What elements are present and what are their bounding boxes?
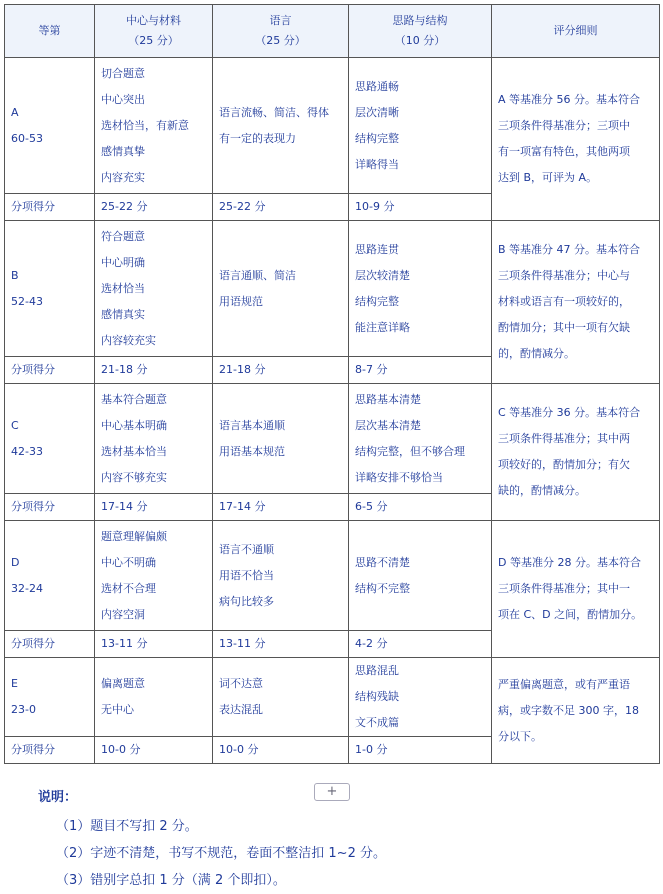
content-line: 选材基本恰当	[101, 444, 167, 458]
rules-line: 严重偏离题意，或有严重语	[498, 677, 630, 691]
structure-line: 结构残缺	[355, 690, 399, 703]
rules-line: D 等基准分 28 分。基本符合	[498, 556, 641, 569]
grade-row	[5, 58, 660, 194]
language-cell	[213, 58, 349, 194]
content-line: 切合题意	[101, 66, 145, 80]
structure-line: 层次较清楚	[355, 268, 410, 282]
structure-cell	[349, 221, 492, 357]
content-line: 符合题意	[101, 229, 145, 243]
grading-table	[4, 4, 660, 764]
content-line: 中心不明确	[101, 555, 156, 569]
rules-line: 缺的，酌情减分。	[498, 484, 586, 497]
language-line: 语言基本通顺	[219, 418, 285, 432]
language-line: 表达混乱	[219, 703, 263, 716]
subscore-content: 10-0 分	[95, 737, 213, 764]
rules-line: 三项条件得基准分；其中一	[498, 582, 630, 595]
notes-title: 说明：	[38, 790, 78, 805]
content-line: 偏离题意	[101, 677, 145, 690]
subscore-language: 10-0 分	[213, 737, 349, 764]
content-cell	[95, 384, 213, 494]
subscore-label: 分项得分	[5, 737, 95, 764]
rules-line: 三项条件得基准分；中心与	[498, 269, 630, 282]
structure-line: 能注意详略	[355, 320, 410, 334]
structure-line: 思路混乱	[355, 664, 399, 677]
content-cell	[95, 58, 213, 194]
note-item: （1）题目不写扣 2 分。	[56, 819, 198, 834]
header-structure-score: （10 分）	[394, 34, 446, 47]
grade-cell	[5, 384, 95, 494]
content-line: 内容不够充实	[101, 470, 167, 484]
structure-line: 结构完整	[355, 294, 399, 308]
structure-line: 层次清晰	[355, 105, 399, 119]
structure-line: 结构不完整	[355, 581, 410, 595]
grade-cell	[5, 58, 95, 194]
grade-letter: C	[11, 418, 19, 432]
content-line: 感情真挚	[101, 144, 145, 158]
language-line: 用语规范	[219, 294, 263, 308]
content-cell	[95, 521, 213, 631]
rules-cell	[492, 58, 660, 221]
structure-line: 思路不清楚	[355, 555, 410, 569]
language-line: 语言不通顺	[219, 542, 274, 556]
content-line: 内容空洞	[101, 607, 145, 621]
content-line: 内容充实	[101, 170, 145, 184]
subscore-language: 13-11 分	[213, 631, 349, 658]
grade-letter: D	[11, 555, 20, 569]
notes-section	[38, 786, 386, 894]
structure-line: 结构完整	[355, 131, 399, 145]
grade-range: 52-43	[11, 294, 43, 308]
language-cell	[213, 384, 349, 494]
subscore-label: 分项得分	[5, 631, 95, 658]
add-row-button[interactable]: +	[314, 783, 350, 801]
subscore-label: 分项得分	[5, 494, 95, 521]
content-cell	[95, 658, 213, 737]
rules-line: 有一项富有特色，其他两项	[498, 145, 630, 158]
header-language	[213, 5, 349, 58]
subscore-content: 25-22 分	[95, 194, 213, 221]
subscore-content: 13-11 分	[95, 631, 213, 658]
rules-line: 病，或字数不足 300 字，18	[498, 703, 639, 717]
rules-line: 达到 B，可评为 A。	[498, 171, 598, 184]
subscore-language: 21-18 分	[213, 357, 349, 384]
rules-line: 酌情加分；其中一项有欠缺	[498, 321, 630, 334]
structure-cell	[349, 384, 492, 494]
structure-line: 结构完整，但不够合理	[355, 444, 465, 458]
structure-line: 文不成篇	[355, 716, 399, 729]
subscore-structure: 4-2 分	[349, 631, 492, 658]
language-line: 用语不恰当	[219, 568, 274, 582]
grade-cell	[5, 221, 95, 357]
subscore-label: 分项得分	[5, 357, 95, 384]
content-line: 感情真实	[101, 307, 145, 321]
content-line: 选材恰当，有新意	[101, 118, 189, 132]
header-language-score: （25 分）	[255, 34, 306, 47]
subscore-content: 21-18 分	[95, 357, 213, 384]
rules-line: C 等基准分 36 分。基本符合	[498, 406, 641, 419]
language-line: 病句比较多	[219, 594, 274, 608]
subscore-language: 17-14 分	[213, 494, 349, 521]
rules-line: 分以下。	[498, 729, 542, 743]
grade-row	[5, 384, 660, 494]
header-content-title: 中心与材料	[126, 14, 181, 27]
grade-letter: E	[11, 677, 18, 690]
content-line: 无中心	[101, 703, 134, 716]
language-line: 有一定的表现力	[219, 131, 296, 145]
header-structure-title: 思路与结构	[392, 14, 448, 27]
structure-cell	[349, 58, 492, 194]
subscore-structure: 1-0 分	[349, 737, 492, 764]
grade-cell	[5, 521, 95, 631]
content-line: 中心基本明确	[101, 418, 167, 432]
rules-line: 项较好的，酌情加分；有欠	[498, 458, 630, 471]
content-line: 选材不合理	[101, 581, 156, 595]
header-language-title: 语言	[269, 14, 292, 27]
note-item: （3）错别字总扣 1 分（满 2 个即扣）。	[56, 873, 286, 888]
rules-line: A 等基准分 56 分。基本符合	[498, 93, 641, 106]
structure-line: 层次基本清楚	[355, 418, 421, 432]
rules-line: 三项条件得基准分；其中两	[498, 432, 630, 445]
content-line: 基本符合题意	[101, 392, 167, 406]
language-line: 语言流畅、简洁、得体	[219, 105, 329, 119]
header-content-score: （25 分）	[128, 34, 179, 47]
header-row	[5, 5, 660, 58]
note-item: （2）字迹不清楚，书写不规范，卷面不整洁扣 1~2 分。	[56, 846, 386, 861]
language-cell	[213, 658, 349, 737]
content-cell	[95, 221, 213, 357]
language-line: 用语基本规范	[219, 444, 285, 458]
grade-body	[5, 58, 660, 764]
subscore-language: 25-22 分	[213, 194, 349, 221]
content-line: 内容较充实	[101, 333, 156, 347]
language-line: 词不达意	[219, 677, 263, 690]
rules-cell	[492, 221, 660, 384]
language-cell	[213, 521, 349, 631]
grade-range: 42-33	[11, 444, 43, 458]
grade-row	[5, 521, 660, 631]
rules-cell	[492, 658, 660, 764]
language-cell	[213, 221, 349, 357]
grade-range: 32-24	[11, 581, 43, 595]
structure-cell	[349, 521, 492, 631]
content-line: 题意理解偏颇	[101, 529, 167, 543]
grade-range: 60-53	[11, 131, 43, 145]
rules-line: 的，酌情减分。	[498, 347, 575, 360]
language-line: 语言通顺、简洁	[219, 268, 296, 282]
subscore-structure: 8-7 分	[349, 357, 492, 384]
grade-row	[5, 658, 660, 737]
subscore-structure: 6-5 分	[349, 494, 492, 521]
header-structure	[349, 5, 492, 58]
rules-line: 材料或语言有一项较好的，	[498, 295, 630, 308]
structure-line: 思路连贯	[355, 242, 399, 256]
content-line: 中心突出	[101, 92, 145, 106]
subscore-label: 分项得分	[5, 194, 95, 221]
rules-line: B 等基准分 47 分。基本符合	[498, 243, 641, 256]
grade-range: 23-0	[11, 703, 36, 716]
grade-cell	[5, 658, 95, 737]
subscore-content: 17-14 分	[95, 494, 213, 521]
rules-cell	[492, 521, 660, 658]
header-grade: 等第	[5, 5, 95, 58]
rules-line: 三项条件得基准分；三项中	[498, 119, 630, 132]
rules-line: 项在 C、D 之间，酌情加分。	[498, 608, 643, 621]
content-line: 选材恰当	[101, 281, 145, 295]
grade-letter: A	[11, 105, 19, 119]
rules-cell	[492, 384, 660, 521]
header-rules: 评分细则	[492, 5, 660, 58]
header-content	[95, 5, 213, 58]
subscore-structure: 10-9 分	[349, 194, 492, 221]
structure-line: 思路基本清楚	[355, 392, 421, 406]
structure-cell	[349, 658, 492, 737]
content-line: 中心明确	[101, 255, 145, 269]
structure-line: 详略安排不够恰当	[355, 470, 443, 484]
structure-line: 思路通畅	[355, 79, 399, 93]
structure-line: 详略得当	[355, 157, 399, 171]
grade-letter: B	[11, 268, 19, 282]
grade-row	[5, 221, 660, 357]
